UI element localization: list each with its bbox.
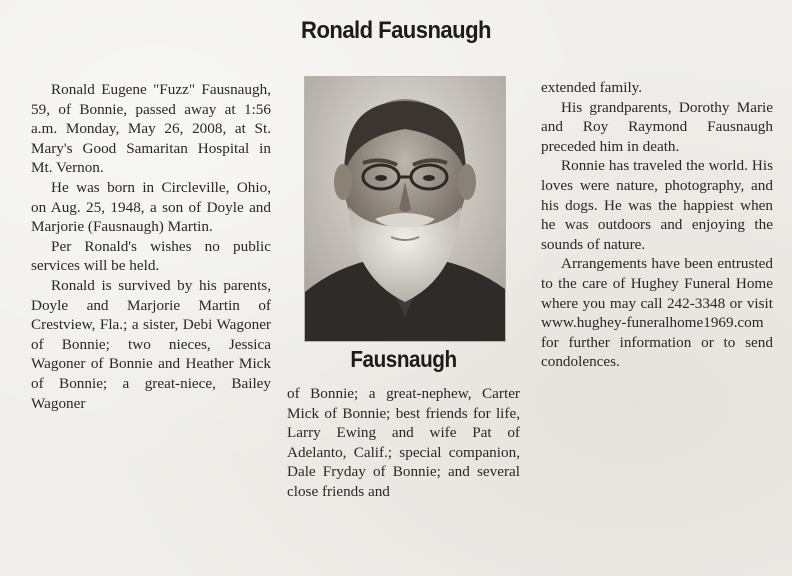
paragraph: of Bonnie; a great-nephew, Carter Mick of Bonnie; best friends for life, Larry Ewing and wife Pat of Adelanto, Calif.; special companion, Dale Fryday of Bonnie; and several close friends and xyxy=(287,385,520,500)
paragraph: extended family. xyxy=(541,79,643,96)
paragraph: Per Ronald's wishes no public services will be held. xyxy=(31,237,271,275)
column-3 xyxy=(541,78,773,372)
paragraph: Ronald is survived by his parents, Doyle and Marjorie Martin of Crestview, Fla.; a sister, Debi Wagoner of Bonnie; two nieces, Jessica Wagoner of Bonnie and Heather Mick of Bonnie; a great-niece, Bailey Wagoner xyxy=(31,276,271,412)
photo-caption: Fausnaugh xyxy=(350,346,457,372)
column-1 xyxy=(31,80,271,413)
paragraph: Arrangements have been entrusted to the care of Hughey Funeral Home where you may call 242-3348 or visit www.hughey-funeralhome1969.com for further information or to send condolences. xyxy=(541,255,773,371)
paragraph: His grandparents, Dorothy Marie and Roy Raymond Fausnaugh preceded him in death. xyxy=(541,98,773,155)
portrait-photo-icon xyxy=(305,77,505,341)
paragraph: Ronnie has traveled the world. His loves were nature, photography, and his dogs. He was the happiest when he was outdoors and enjoying the sounds of nature. xyxy=(541,157,773,253)
paragraph: Ronald Eugene "Fuzz" Fausnaugh, 59, of Bonnie, passed away at 1:56 a.m. Monday, May 26, 2008, at St. Mary's Good Samaritan Hospital in Mt. Vernon. xyxy=(31,81,271,177)
obituary-headline: Ronald Fausnaugh xyxy=(301,17,491,44)
column-2 xyxy=(287,384,520,502)
paragraph: He was born in Circleville, Ohio, on Aug. 25, 1948, a son of Doyle and Marjorie (Fausnaugh) Martin. xyxy=(31,178,271,236)
portrait-photo xyxy=(304,76,506,342)
